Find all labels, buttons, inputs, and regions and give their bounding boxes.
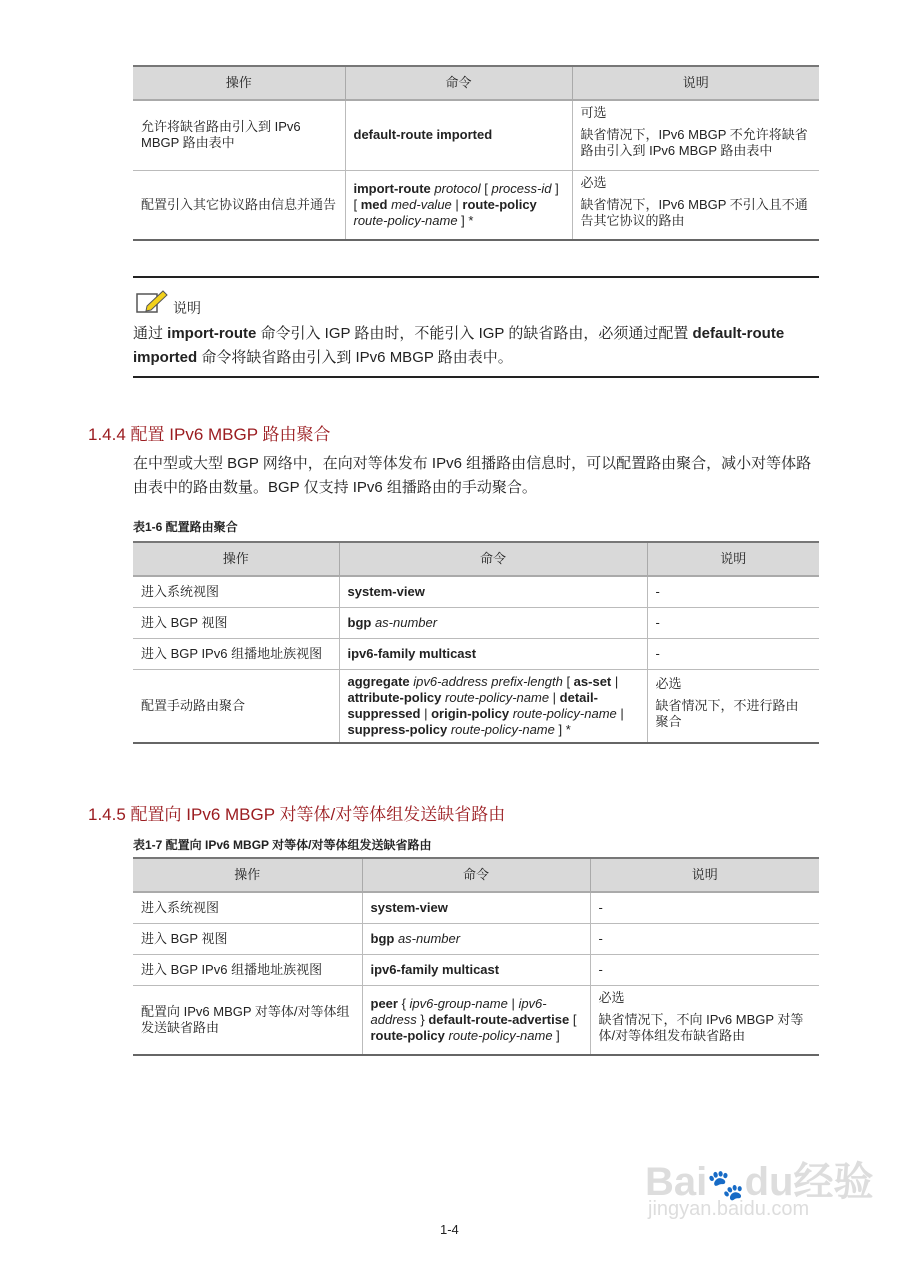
command-cell bbox=[339, 638, 647, 669]
description-cell bbox=[647, 576, 819, 607]
text-segment: default-route imported bbox=[353, 127, 493, 143]
text-segment: as-number bbox=[397, 930, 461, 946]
note-title: 说明 bbox=[173, 300, 201, 316]
note-pencil-icon bbox=[135, 288, 169, 316]
table-row bbox=[133, 100, 819, 170]
description-cell bbox=[647, 638, 819, 669]
text-segment: | bbox=[611, 673, 619, 689]
text-segment: } bbox=[416, 1011, 429, 1027]
text-segment: system-view bbox=[347, 583, 425, 599]
description-text: - bbox=[655, 614, 660, 630]
table-row bbox=[133, 954, 819, 985]
text-segment: ipv6-address prefix-length bbox=[413, 673, 563, 689]
description-cell bbox=[590, 892, 819, 923]
description-text: - bbox=[598, 930, 603, 946]
text-segment: ipv6-address bbox=[370, 995, 547, 1027]
header-row bbox=[133, 542, 819, 576]
column-header: 说明 bbox=[590, 858, 819, 892]
command-cell bbox=[362, 923, 590, 954]
text-segment: import-route bbox=[353, 180, 435, 196]
text-segment: [ bbox=[562, 673, 574, 689]
operation-cell: 允许将缺省路由引入到 IPv6 MBGP 路由表中 bbox=[133, 100, 345, 170]
section-heading-1-4-5: 1.4.5 配置向 IPv6 MBGP 对等体/对等体组发送缺省路由 bbox=[88, 805, 506, 824]
table-row bbox=[133, 669, 819, 743]
text-segment: bgp bbox=[370, 930, 398, 946]
description-text: - bbox=[655, 583, 660, 599]
text-segment: ] [ bbox=[353, 180, 559, 212]
text-segment: as-number bbox=[374, 614, 438, 630]
description-text: 必选 bbox=[655, 675, 682, 691]
note-box bbox=[133, 276, 819, 378]
text-segment: route-policy-name bbox=[448, 1027, 553, 1043]
command-cell bbox=[345, 100, 572, 170]
text-segment: 命令将缺省路由引入到 IPv6 MBGP 路由表中。 bbox=[197, 349, 513, 366]
description-cell bbox=[572, 170, 819, 240]
section-paragraph: 在中型或大型 BGP 网络中，在向对等体发布 IPv6 组播路由信息时，可以配置路由聚合，减小对等体路由表中的路由数量。BGP 仅支持 IPv6 组播路由的手动聚合。 bbox=[133, 455, 812, 496]
table-default-route-advertise bbox=[133, 857, 819, 1056]
text-segment: med bbox=[360, 196, 392, 212]
operation-cell: 配置引入其它协议路由信息并通告 bbox=[133, 170, 345, 240]
text-segment: route-policy bbox=[370, 1027, 449, 1043]
description-text: 缺省情况下，IPv6 MBGP 不引入且不通告其它协议的路由 bbox=[580, 196, 808, 228]
text-segment: system-view bbox=[370, 899, 448, 915]
table-route-aggregation bbox=[133, 541, 819, 744]
table-default-route-import bbox=[133, 65, 819, 241]
table-caption-1-7: 表1-7 配置向 IPv6 MBGP 对等体/对等体组发送缺省路由 bbox=[133, 838, 432, 852]
operation-cell: 进入 BGP IPv6 组播地址族视图 bbox=[133, 954, 362, 985]
table-caption-1-6: 表1-6 配置路由聚合 bbox=[133, 520, 238, 534]
text-segment: ipv6-family multicast bbox=[370, 961, 500, 977]
command-cell bbox=[339, 607, 647, 638]
description-text: 缺省情况下，不向 IPv6 MBGP 对等体/对等体组发布缺省路由 bbox=[598, 1011, 804, 1043]
text-segment: | bbox=[451, 196, 463, 212]
text-segment: med-value bbox=[391, 196, 452, 212]
table-row bbox=[133, 170, 819, 240]
table-row bbox=[133, 923, 819, 954]
column-header: 操作 bbox=[133, 542, 339, 576]
description-text: - bbox=[598, 899, 603, 915]
text-segment: route-policy-name bbox=[353, 212, 458, 228]
command-cell bbox=[362, 985, 590, 1055]
text-segment: ] * bbox=[457, 212, 474, 228]
text-segment: route-policy-name bbox=[450, 721, 555, 737]
text-segment: suppress-policy bbox=[347, 721, 451, 737]
text-segment: | bbox=[420, 705, 432, 721]
description-cell bbox=[647, 607, 819, 638]
text-segment: protocol bbox=[434, 180, 481, 196]
description-text: 缺省情况下，不进行路由聚合 bbox=[655, 697, 799, 729]
column-header: 说明 bbox=[572, 66, 819, 100]
watermark-url: jingyan.baidu.com bbox=[648, 1198, 810, 1220]
page-number: 1-4 bbox=[440, 1222, 459, 1237]
text-segment: [ bbox=[569, 1011, 577, 1027]
header-row bbox=[133, 66, 819, 100]
command-cell bbox=[362, 892, 590, 923]
operation-cell: 进入 BGP 视图 bbox=[133, 607, 339, 638]
description-cell bbox=[590, 954, 819, 985]
description-text: 可选 bbox=[580, 105, 607, 121]
text-segment: ipv6-family multicast bbox=[347, 645, 477, 661]
command-cell bbox=[345, 170, 572, 240]
text-segment: import-route bbox=[167, 325, 257, 342]
operation-cell: 进入系统视图 bbox=[133, 892, 362, 923]
text-segment: process-id bbox=[491, 180, 552, 196]
description-text: 缺省情况下，IPv6 MBGP 不允许将缺省路由引入到 IPv6 MBGP 路由表中 bbox=[580, 127, 808, 159]
table-row bbox=[133, 607, 819, 638]
text-segment: 命令引入 IGP 路由时，不能引入 IGP 的缺省路由，必须通过配置 bbox=[256, 325, 693, 342]
description-cell bbox=[647, 669, 819, 743]
note-text bbox=[133, 322, 819, 370]
description-cell bbox=[590, 985, 819, 1055]
column-header: 命令 bbox=[345, 66, 572, 100]
text-segment: aggregate bbox=[347, 673, 414, 689]
text-segment: | bbox=[507, 995, 519, 1011]
header-row bbox=[133, 858, 819, 892]
table-row bbox=[133, 892, 819, 923]
text-segment: default-route-advertise bbox=[428, 1011, 570, 1027]
text-segment: | bbox=[616, 705, 624, 721]
text-segment: ipv6-group-name bbox=[409, 995, 508, 1011]
text-segment: | bbox=[549, 689, 560, 705]
text-segment: detail-suppressed bbox=[347, 689, 598, 721]
column-header: 操作 bbox=[133, 66, 345, 100]
operation-cell: 进入 BGP 视图 bbox=[133, 923, 362, 954]
column-header: 操作 bbox=[133, 858, 362, 892]
description-text: 必选 bbox=[580, 174, 607, 190]
text-segment: route-policy-name bbox=[512, 705, 617, 721]
section-heading-1-4-4: 1.4.4 配置 IPv6 MBGP 路由聚合 bbox=[88, 425, 331, 444]
table-row bbox=[133, 576, 819, 607]
text-segment: as-set bbox=[573, 673, 612, 689]
description-text: 必选 bbox=[598, 989, 625, 1005]
text-segment: 通过 bbox=[133, 325, 168, 342]
text-segment: peer bbox=[370, 995, 398, 1011]
text-segment: origin-policy bbox=[431, 705, 513, 721]
column-header: 命令 bbox=[339, 542, 647, 576]
text-segment: ] bbox=[552, 1027, 560, 1043]
command-cell bbox=[339, 669, 647, 743]
column-header: 命令 bbox=[362, 858, 590, 892]
operation-cell: 进入 BGP IPv6 组播地址族视图 bbox=[133, 638, 339, 669]
command-cell bbox=[362, 954, 590, 985]
description-text: - bbox=[598, 961, 603, 977]
table-row bbox=[133, 985, 819, 1055]
text-segment: attribute-policy bbox=[347, 689, 446, 705]
description-cell bbox=[590, 923, 819, 954]
text-segment: bgp bbox=[347, 614, 375, 630]
command-cell bbox=[339, 576, 647, 607]
text-segment: route-policy bbox=[462, 196, 537, 212]
text-segment: ] * bbox=[554, 721, 571, 737]
text-segment: { bbox=[397, 995, 410, 1011]
column-header: 说明 bbox=[647, 542, 819, 576]
text-segment: route-policy-name bbox=[445, 689, 550, 705]
text-segment: [ bbox=[480, 180, 492, 196]
text-segment: default-route imported bbox=[133, 325, 785, 366]
description-text: - bbox=[655, 645, 660, 661]
baidu-watermark-logo: Bai🐾du经验 bbox=[645, 1160, 874, 1204]
operation-cell: 进入系统视图 bbox=[133, 576, 339, 607]
description-cell bbox=[572, 100, 819, 170]
table-row bbox=[133, 638, 819, 669]
operation-cell: 配置手动路由聚合 bbox=[133, 669, 339, 743]
operation-cell: 配置向 IPv6 MBGP 对等体/对等体组发送缺省路由 bbox=[133, 985, 362, 1055]
